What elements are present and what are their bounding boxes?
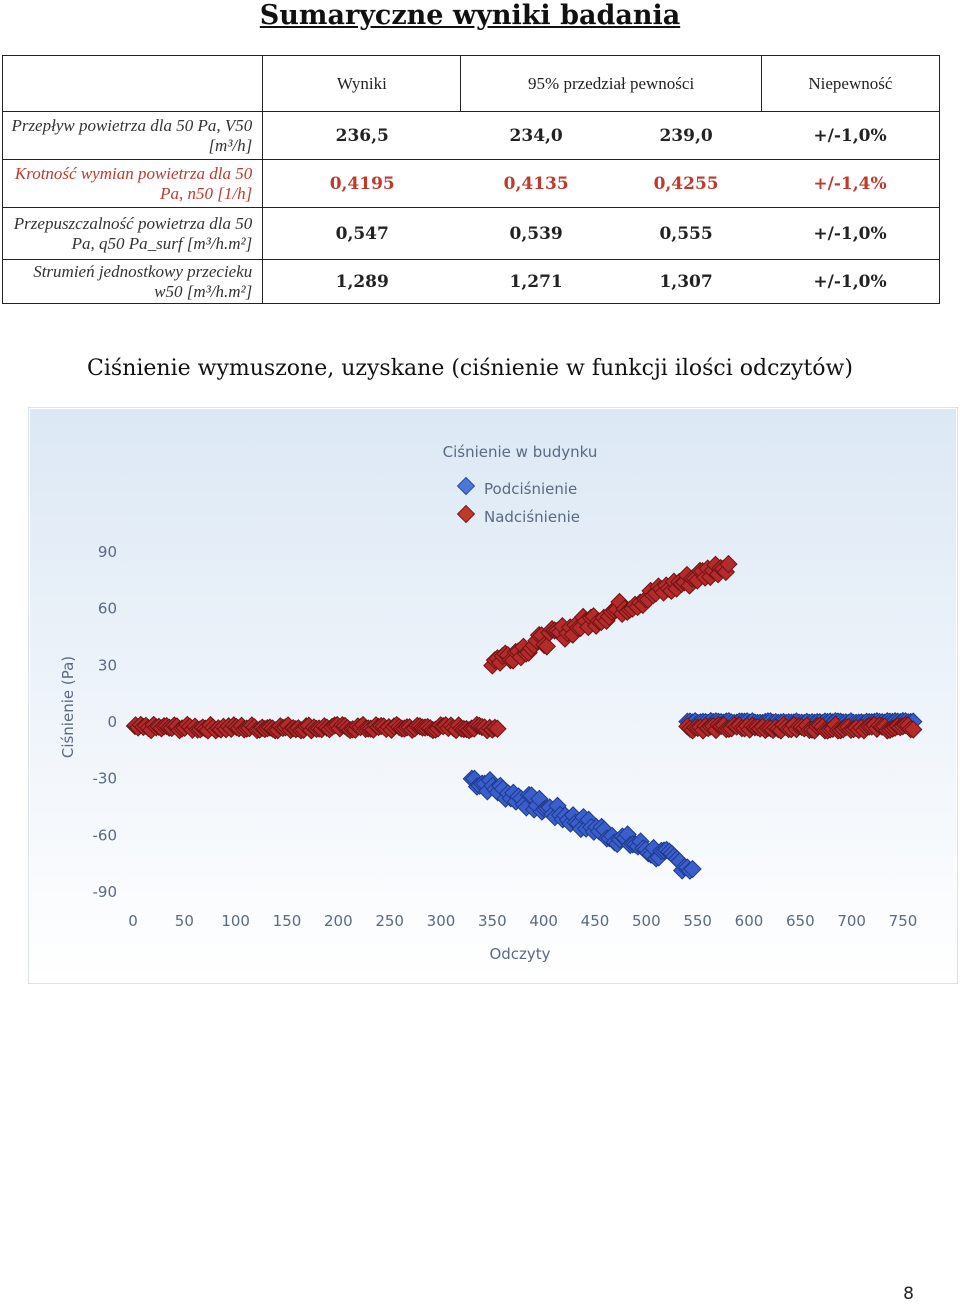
x-tick-label: 650 <box>786 912 815 930</box>
value-cell: 0,4255 <box>653 173 719 194</box>
table-row <box>3 112 940 160</box>
header-przedzial: 95% przedział pewności <box>461 56 761 112</box>
value-cell: +/-1,0% <box>813 223 887 244</box>
value-cell: 1,307 <box>659 271 713 292</box>
value-cell: 0,4195 <box>329 173 395 194</box>
value-cell: 0,547 <box>335 223 389 244</box>
row-label: Strumień jednostkowy przecieku w50 [m³/h.m²] <box>3 260 263 304</box>
chart-svg <box>28 407 958 984</box>
y-axis-label: Ciśnienie (Pa) <box>59 655 77 759</box>
table-header-row <box>3 56 940 112</box>
row-values <box>263 208 940 260</box>
x-tick-label: 450 <box>580 912 610 930</box>
row-label: Przepływ powietrza dla 50 Pa, V50 [m³/h] <box>3 112 263 160</box>
y-tick-label: -30 <box>92 769 117 788</box>
x-tick-label: 500 <box>632 912 661 930</box>
y-tick-label: 30 <box>97 656 117 675</box>
legend-label-podcisnienie: Podciśnienie <box>484 480 578 498</box>
value-cell: 236,5 <box>335 125 389 146</box>
header-wyniki: Wyniki <box>263 56 461 112</box>
page-title: Sumaryczne wyniki badania <box>259 0 681 31</box>
x-tick-label: 550 <box>683 912 712 930</box>
table-row <box>3 160 940 208</box>
value-cell: +/-1,0% <box>813 271 887 292</box>
x-axis-label: Odczyty <box>489 945 551 963</box>
value-cell: 0,4135 <box>503 173 569 194</box>
page-number: 8 <box>903 1284 914 1304</box>
legend-label-nadcisnienie: Nadciśnienie <box>484 508 580 526</box>
x-tick-label: 0 <box>128 912 138 930</box>
x-tick-label: 150 <box>272 912 302 930</box>
header-niepewnosc: Niepewność <box>761 56 939 112</box>
value-cell: 234,0 <box>509 125 563 146</box>
x-tick-label: 250 <box>375 912 404 930</box>
value-cell: 0,555 <box>659 223 713 244</box>
y-tick-label: -60 <box>92 826 117 845</box>
x-tick-label: 750 <box>888 912 918 930</box>
value-cell: 1,289 <box>335 271 389 292</box>
empty-header-cell <box>3 56 263 112</box>
x-tick-label: 200 <box>324 912 353 930</box>
x-tick-label: 100 <box>221 912 250 930</box>
x-tick-label: 700 <box>837 912 866 930</box>
row-values <box>263 260 940 304</box>
x-tick-label: 600 <box>734 912 764 930</box>
value-cell: 1,271 <box>509 271 563 292</box>
row-values <box>263 160 940 208</box>
x-tick-label: 400 <box>529 912 558 930</box>
value-cell: 239,0 <box>659 125 713 146</box>
y-tick-label: -90 <box>92 883 117 901</box>
row-values <box>263 112 940 160</box>
row-label: Krotność wymian powietrza dla 50 Pa, n50 [1/h] <box>3 160 263 208</box>
x-tick-label: 350 <box>478 912 507 930</box>
table-row <box>3 260 940 304</box>
x-tick-label: 50 <box>174 912 194 930</box>
pressure-chart <box>28 407 958 984</box>
value-cell: 0,539 <box>509 223 563 244</box>
value-cell: +/-1,4% <box>813 173 887 194</box>
table-row <box>3 208 940 260</box>
x-tick-label: 300 <box>426 912 456 930</box>
y-tick-label: 0 <box>107 713 117 731</box>
row-label: Przepuszczalność powietrza dla 50 Pa, q50 Pa_surf [m³/h.m²] <box>3 208 263 260</box>
y-tick-label: 60 <box>97 599 117 618</box>
section-title: Ciśnienie wymuszone, uzyskane (ciśnienie w funkcji ilości odczytów) <box>87 356 853 381</box>
y-tick-label: 90 <box>97 543 117 561</box>
value-cell: +/-1,0% <box>813 125 887 146</box>
results-table <box>2 55 940 304</box>
chart-title: Ciśnienie w budynku <box>442 443 598 461</box>
